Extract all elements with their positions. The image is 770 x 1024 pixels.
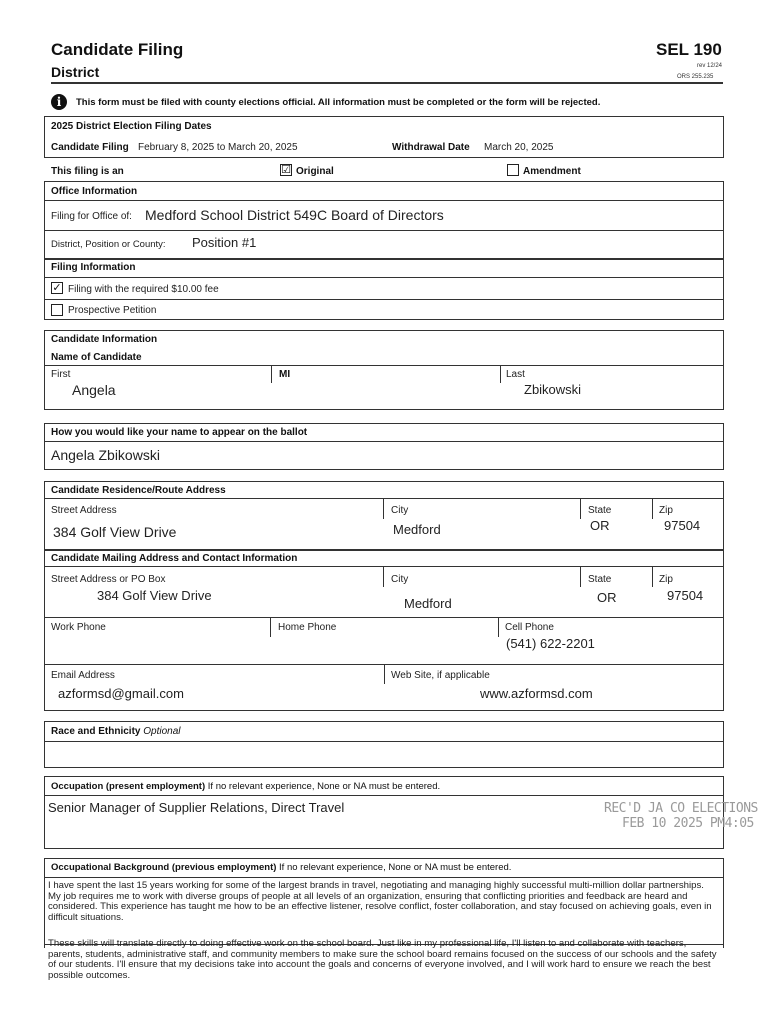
residence-city-label: City — [391, 505, 409, 516]
fee-checkbox[interactable]: ✓ — [52, 282, 62, 294]
candidate-divider — [44, 365, 724, 366]
first-mi-divider — [271, 365, 272, 383]
mailing-zip-label: Zip — [659, 574, 673, 585]
occupation-heading-rest: If no relevant experience, None or NA must be entered. — [205, 781, 441, 792]
withdrawal-label: Withdrawal Date — [392, 142, 470, 153]
residence-state-zip-divider — [652, 499, 653, 519]
occupation-heading — [51, 781, 440, 792]
mailing-street-city-divider — [383, 567, 384, 587]
form-title: Candidate Filing — [51, 40, 184, 59]
home-phone-label: Home Phone — [278, 622, 337, 633]
race-optional: Optional — [143, 726, 181, 737]
form-subtitle: District — [51, 64, 100, 80]
background-paragraph-1[interactable]: I have spent the last 15 years working for some of the largest brands in travel, negotiating and managing highly successful multi-million dollar partnerships. My job requires me to work with diverse groups of people at all levels of an organization, ensuring that conflicting priorities and feedback are heard and considered. This experience has taught me how to be an effective listener, resolve conflict, foster collaboration, and stay focused on achieving goals, even in difficult situations. — [48, 880, 712, 923]
received-stamp-line2: FEB 10 2025 PM4:05 — [622, 816, 754, 831]
ballot-heading: How you would like your name to appear on the ballot — [51, 427, 308, 438]
background-heading-rest: If no relevant experience, None or NA must be entered. — [276, 862, 512, 873]
candidate-filing-dates: February 8, 2025 to March 20, 2025 — [138, 142, 298, 153]
residence-street-value[interactable]: 384 Golf View Drive — [53, 524, 177, 540]
petition-label: Prospective Petition — [68, 305, 157, 316]
office-heading: Office Information — [51, 186, 138, 197]
amendment-checkbox[interactable] — [507, 164, 519, 176]
mi-last-divider — [500, 365, 501, 383]
withdrawal-date: March 20, 2025 — [484, 142, 554, 153]
candidate-heading: Candidate Information — [51, 334, 158, 345]
website-label: Web Site, if applicable — [391, 670, 490, 681]
residence-state-label: State — [588, 505, 612, 516]
office-label: Filing for Office of: — [51, 211, 132, 222]
first-name-value[interactable]: Angela — [72, 382, 116, 398]
mailing-state-label: State — [588, 574, 612, 585]
filing-type-label: This filing is an — [51, 166, 124, 177]
background-heading — [51, 862, 511, 873]
background-paragraph-2[interactable]: These skills will translate directly to doing effective work on the school board. Just like in my professional life, I'll listen to and collaborate with teachers, parents, students, administrative staff, and community members to make sure the school board remains focused on the success of our schools and the safety of our students. I'll ensure that my decisions take into account the goals and concerns of everyone involved, and I will work hard to ensure we reach the best possible outcomes. — [48, 938, 717, 981]
mi-label: MI — [279, 369, 291, 380]
original-label: Original — [296, 166, 334, 177]
race-heading — [51, 726, 181, 737]
filing-divider-1 — [44, 277, 724, 278]
email-website-divider — [384, 665, 385, 684]
email-label: Email Address — [51, 670, 115, 681]
home-cell-divider — [498, 618, 499, 637]
info-icon: i — [51, 94, 67, 110]
residence-zip-value[interactable]: 97504 — [664, 518, 701, 533]
occupation-heading-bold: Occupation (present employment) — [51, 781, 206, 792]
form-statute: ORS 255.235 — [677, 74, 714, 80]
mailing-city-state-divider — [580, 567, 581, 587]
mailing-street-label: Street Address or PO Box — [51, 574, 166, 585]
candidate-filing-label: Candidate Filing — [51, 142, 129, 153]
fee-label: Filing with the required $10.00 fee — [68, 284, 219, 295]
residence-city-state-divider — [580, 499, 581, 519]
office-divider-2 — [44, 230, 724, 231]
work-home-divider — [270, 618, 271, 637]
residence-divider — [44, 498, 724, 499]
residence-street-city-divider — [383, 499, 384, 519]
filing-divider-2 — [44, 299, 724, 300]
amendment-label: Amendment — [523, 166, 581, 177]
mailing-divider-1 — [44, 566, 724, 567]
cell-phone-value[interactable]: (541) 622-2201 — [506, 636, 595, 651]
notice-text: This form must be filed with county elections official. All information must be completed or the form will be rejected. — [76, 97, 601, 108]
original-checkbox[interactable]: ☑ — [281, 164, 291, 176]
email-value[interactable]: azformsd@gmail.com — [58, 686, 184, 701]
header-rule — [51, 82, 723, 84]
race-divider — [44, 741, 724, 742]
residence-street-label: Street Address — [51, 505, 117, 516]
background-divider — [44, 877, 724, 878]
mailing-state-value[interactable]: OR — [597, 590, 617, 605]
dates-heading: 2025 District Election Filing Dates — [51, 121, 212, 132]
cell-phone-label: Cell Phone — [505, 622, 554, 633]
office-value[interactable]: Medford School District 549C Board of Directors — [145, 207, 444, 223]
mailing-zip-value[interactable]: 97504 — [667, 588, 704, 603]
office-divider-1 — [44, 200, 724, 201]
occupation-divider — [44, 795, 724, 796]
work-phone-label: Work Phone — [51, 622, 106, 633]
ballot-divider — [44, 441, 724, 442]
occupation-value[interactable]: Senior Manager of Supplier Relations, Direct Travel — [48, 800, 345, 815]
residence-heading: Candidate Residence/Route Address — [51, 485, 226, 496]
district-label: District, Position or County: — [51, 239, 166, 250]
residence-zip-label: Zip — [659, 505, 673, 516]
petition-checkbox[interactable] — [51, 304, 63, 316]
mailing-heading: Candidate Mailing Address and Contact Information — [51, 553, 298, 564]
mailing-city-label: City — [391, 574, 409, 585]
mailing-city-value[interactable]: Medford — [404, 596, 452, 611]
race-heading-bold: Race and Ethnicity — [51, 726, 141, 737]
form-revision: rev 12/24 — [697, 63, 723, 69]
residence-state-value[interactable]: OR — [590, 518, 610, 533]
first-name-label: First — [51, 369, 71, 380]
mailing-street-value[interactable]: 384 Golf View Drive — [97, 588, 212, 603]
residence-city-value[interactable]: Medford — [393, 522, 441, 537]
background-heading-bold: Occupational Background (previous employment) — [51, 862, 277, 873]
mailing-divider-2 — [44, 617, 724, 618]
district-value[interactable]: Position #1 — [192, 235, 257, 250]
last-name-label: Last — [506, 369, 525, 380]
received-stamp-line1: REC'D JA CO ELECTIONS — [604, 801, 758, 816]
last-name-value[interactable]: Zbikowski — [524, 382, 582, 397]
name-heading: Name of Candidate — [51, 352, 142, 363]
ballot-name-value[interactable]: Angela Zbikowski — [51, 447, 160, 463]
filing-info-heading: Filing Information — [51, 262, 136, 273]
mailing-state-zip-divider — [652, 567, 653, 587]
website-value[interactable]: www.azformsd.com — [480, 686, 593, 701]
form-code: SEL 190 — [656, 40, 722, 59]
